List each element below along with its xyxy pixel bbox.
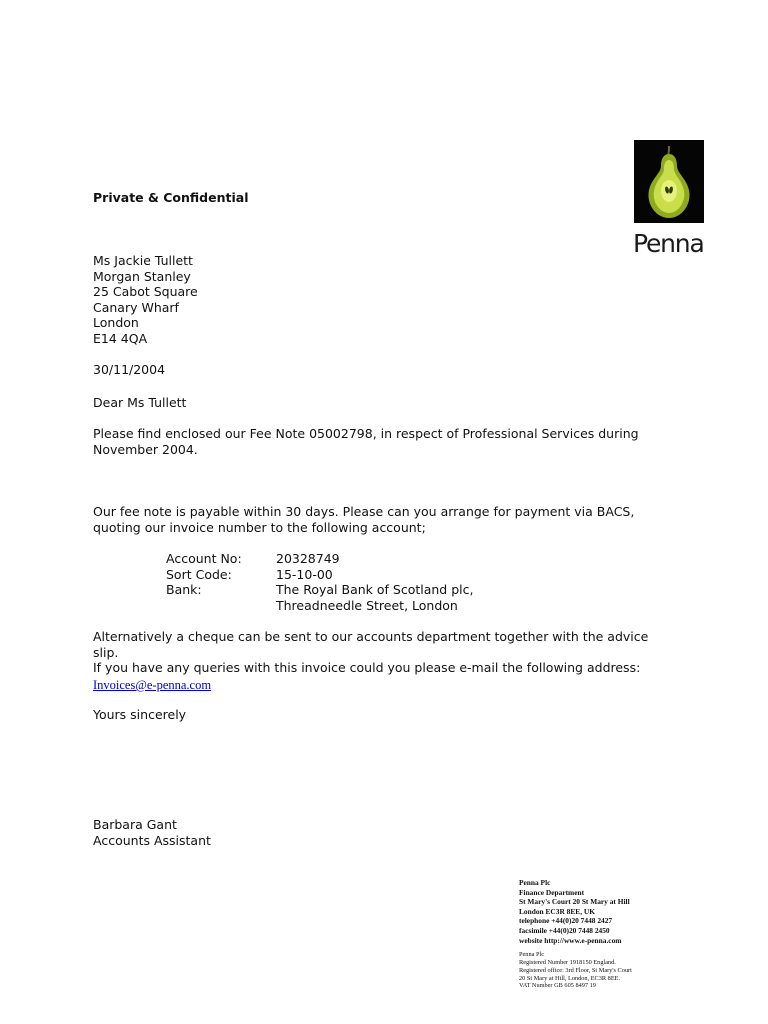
recipient-company: Morgan Stanley [93,268,191,284]
paragraph-fee-note [93,426,639,457]
sort-code-value: 15-10-00 [276,566,333,582]
paragraph-line: Alternatively a cheque can be sent to our accounts department together with the advice [93,629,649,644]
footer-line: 20 St Mary at Hill, London, EC3R 8EE. [519,974,621,982]
account-number: 20328749 [276,551,340,566]
recipient-street: 25 Cabot Square [93,284,198,300]
confidential-heading: Private & Confidential [93,190,249,205]
paragraph-line: quoting our invoice number to the following account; [93,519,426,535]
bank-address: Threadneedle Street, London [276,597,458,613]
paragraph-alternatives [93,629,648,676]
footer-line: Penna Plc [519,951,545,959]
footer-line: St Mary's Court 20 St Mary at Hill [519,897,630,907]
footer-line: Penna Plc [519,878,551,887]
pear-icon [634,140,704,223]
footer-line: VAT Number GB 605 8497 19 [519,982,596,990]
footer-registration [519,951,759,990]
penna-logo [633,140,705,259]
paragraph-line: slip. [93,644,119,660]
recipient-city: London [93,315,139,331]
salutation: Dear Ms Tullett [93,395,187,410]
recipient-postcode: E14 4QA [93,330,148,346]
invoices-email-link[interactable]: Invoices@e-penna.com [93,678,212,692]
letter-date: 30/11/2004 [93,362,166,377]
recipient-area: Canary Wharf [93,299,179,315]
footer-line: Registered office: 3rd Floor, St Mary's Court [519,966,632,974]
paragraph-payment-terms [93,504,634,535]
signatory-name: Barbara Gant [93,817,177,832]
footer-line: facsimile +44(0)20 7448 2450 [519,925,610,935]
penna-wordmark: Penna [633,229,704,258]
footer-contact [519,878,759,945]
paragraph-line: Our fee note is payable within 30 days. Please can you arrange for payment via BACS, [93,504,635,519]
footer-line: website http://www.e-penna.com [519,935,622,945]
footer-line: London EC3R 8EE, UK [519,906,595,916]
bank-details [166,551,566,615]
recipient-name: Ms Jackie Tullett [93,253,193,268]
paragraph-line: November 2004. [93,441,198,457]
paragraph-line: Please find enclosed our Fee Note 05002798, in respect of Professional Services during [93,426,639,441]
sort-code-label: Sort Code: [166,566,232,582]
footer-line: telephone +44(0)20 7448 2427 [519,916,613,926]
account-label: Account No: [166,551,242,566]
closing: Yours sincerely [93,707,187,722]
bank-label: Bank: [166,582,202,598]
footer-line: Registered Number 1918150 England. [519,958,616,966]
signatory [93,817,211,848]
company-footer [519,878,759,990]
paragraph-line: If you have any queries with this invoice could you please e-mail the following address: [93,660,641,676]
footer-line: Finance Department [519,887,585,897]
bank-name: The Royal Bank of Scotland plc, [276,582,474,598]
signatory-title: Accounts Assistant [93,832,211,848]
recipient-address [93,253,198,347]
email-line [93,677,211,694]
